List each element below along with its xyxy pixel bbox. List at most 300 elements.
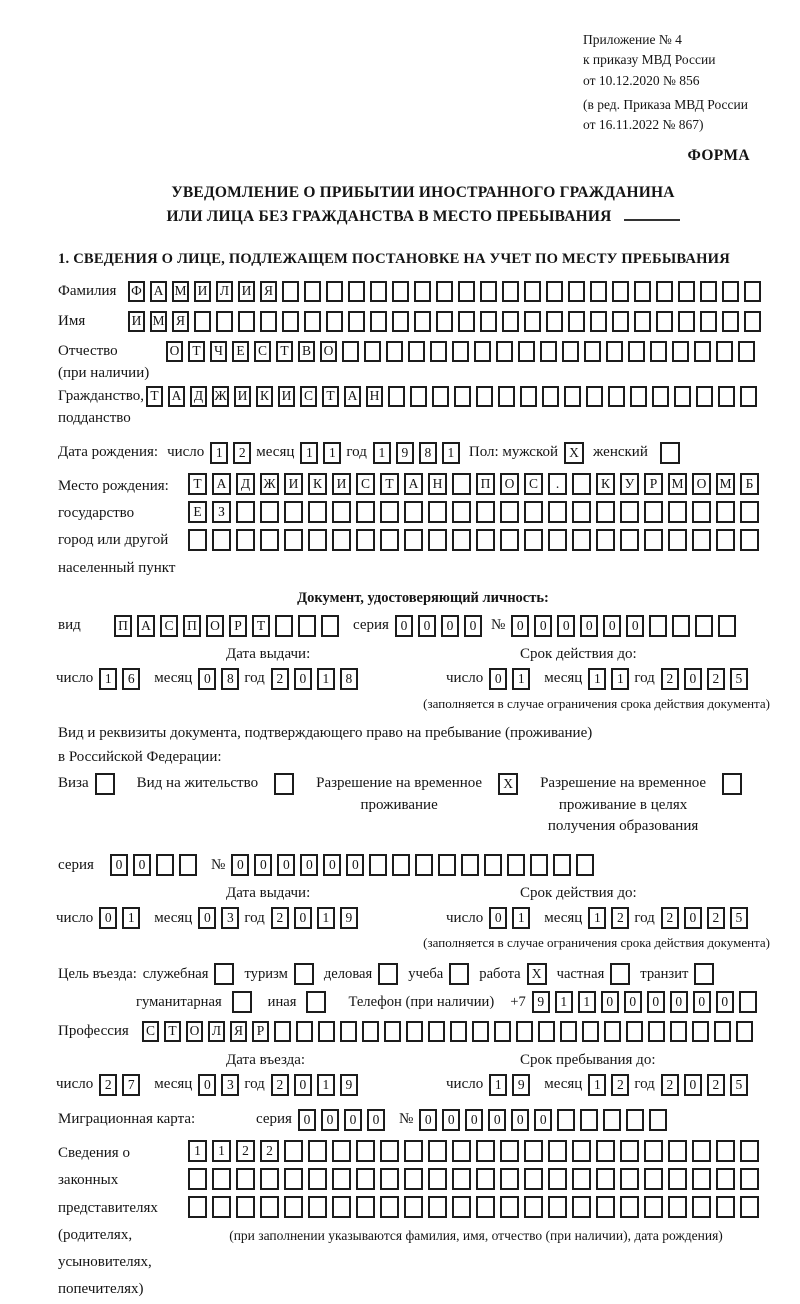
char-cell[interactable] bbox=[524, 529, 543, 551]
char-cell[interactable]: О bbox=[500, 473, 519, 495]
char-cell[interactable]: О bbox=[692, 473, 711, 495]
char-cell[interactable] bbox=[644, 501, 663, 523]
char-cell[interactable] bbox=[260, 501, 279, 523]
char-cell[interactable] bbox=[590, 281, 607, 302]
char-cell[interactable] bbox=[179, 854, 197, 876]
char-cell[interactable] bbox=[404, 1168, 423, 1190]
char-cell[interactable]: 0 bbox=[601, 991, 619, 1013]
char-cell[interactable] bbox=[678, 281, 695, 302]
char-cell[interactable] bbox=[656, 311, 673, 332]
char-cell[interactable]: М bbox=[668, 473, 687, 495]
char-cell[interactable] bbox=[452, 501, 471, 523]
purpose-official-checkbox[interactable] bbox=[214, 963, 234, 985]
char-cell[interactable]: X bbox=[498, 773, 518, 795]
char-cell[interactable] bbox=[678, 311, 695, 332]
char-cell[interactable]: 1 bbox=[210, 442, 228, 464]
char-cell[interactable]: 5 bbox=[730, 668, 748, 690]
char-cell[interactable] bbox=[370, 281, 387, 302]
char-cell[interactable] bbox=[260, 1196, 279, 1218]
char-cell[interactable] bbox=[326, 311, 343, 332]
char-cell[interactable] bbox=[553, 854, 571, 876]
char-cell[interactable] bbox=[432, 386, 449, 407]
purpose-transit-checkbox[interactable] bbox=[694, 963, 714, 985]
char-cell[interactable] bbox=[452, 1196, 471, 1218]
char-cell[interactable]: 0 bbox=[489, 907, 507, 929]
char-cell[interactable] bbox=[700, 311, 717, 332]
purpose-other-checkbox[interactable] bbox=[306, 991, 326, 1013]
char-cell[interactable] bbox=[188, 1196, 207, 1218]
char-cell[interactable]: С bbox=[300, 386, 317, 407]
char-cell[interactable] bbox=[604, 1021, 621, 1042]
char-cell[interactable]: 0 bbox=[557, 615, 575, 637]
char-cell[interactable] bbox=[284, 501, 303, 523]
char-cell[interactable]: 1 bbox=[300, 442, 318, 464]
char-cell[interactable] bbox=[380, 1168, 399, 1190]
char-cell[interactable] bbox=[476, 529, 495, 551]
char-cell[interactable] bbox=[380, 501, 399, 523]
char-cell[interactable] bbox=[612, 311, 629, 332]
char-cell[interactable]: Т bbox=[380, 473, 399, 495]
char-cell[interactable]: 1 bbox=[212, 1140, 231, 1162]
char-cell[interactable] bbox=[450, 1021, 467, 1042]
char-cell[interactable] bbox=[430, 341, 447, 362]
char-cell[interactable]: 0 bbox=[367, 1109, 385, 1131]
char-cell[interactable]: 0 bbox=[418, 615, 436, 637]
char-cell[interactable]: 9 bbox=[532, 991, 550, 1013]
char-cell[interactable]: С bbox=[254, 341, 271, 362]
char-cell[interactable]: А bbox=[137, 615, 155, 637]
char-cell[interactable]: 0 bbox=[344, 1109, 362, 1131]
char-cell[interactable]: 8 bbox=[340, 668, 358, 690]
char-cell[interactable] bbox=[304, 281, 321, 302]
char-cell[interactable]: 0 bbox=[110, 854, 128, 876]
char-cell[interactable]: 9 bbox=[512, 1074, 530, 1096]
char-cell[interactable] bbox=[572, 473, 591, 495]
char-cell[interactable] bbox=[668, 501, 687, 523]
char-cell[interactable]: 0 bbox=[99, 907, 117, 929]
char-cell[interactable] bbox=[454, 386, 471, 407]
char-cell[interactable] bbox=[428, 1196, 447, 1218]
char-cell[interactable]: В bbox=[298, 341, 315, 362]
sex-female-checkbox[interactable] bbox=[660, 442, 680, 464]
char-cell[interactable] bbox=[436, 311, 453, 332]
char-cell[interactable] bbox=[564, 386, 581, 407]
char-cell[interactable] bbox=[548, 501, 567, 523]
char-cell[interactable] bbox=[739, 991, 757, 1013]
char-cell[interactable]: 0 bbox=[465, 1109, 483, 1131]
char-cell[interactable] bbox=[548, 1196, 567, 1218]
char-cell[interactable]: 0 bbox=[684, 668, 702, 690]
char-cell[interactable]: 0 bbox=[298, 1109, 316, 1131]
char-cell[interactable]: К bbox=[256, 386, 273, 407]
char-cell[interactable] bbox=[628, 341, 645, 362]
char-cell[interactable] bbox=[722, 773, 742, 795]
char-cell[interactable]: Т bbox=[276, 341, 293, 362]
char-cell[interactable]: 0 bbox=[670, 991, 688, 1013]
char-cell[interactable] bbox=[520, 386, 537, 407]
char-cell[interactable]: 2 bbox=[707, 1074, 725, 1096]
char-cell[interactable] bbox=[356, 1168, 375, 1190]
char-cell[interactable] bbox=[524, 501, 543, 523]
char-cell[interactable] bbox=[722, 311, 739, 332]
char-cell[interactable] bbox=[692, 529, 711, 551]
purpose-business-checkbox[interactable] bbox=[378, 963, 398, 985]
char-cell[interactable] bbox=[342, 341, 359, 362]
char-cell[interactable] bbox=[612, 281, 629, 302]
char-cell[interactable]: 5 bbox=[730, 1074, 748, 1096]
char-cell[interactable]: 0 bbox=[626, 615, 644, 637]
char-cell[interactable]: 0 bbox=[441, 615, 459, 637]
char-cell[interactable] bbox=[572, 1196, 591, 1218]
char-cell[interactable] bbox=[740, 1196, 759, 1218]
purpose-humanitarian-checkbox[interactable] bbox=[232, 991, 252, 1013]
char-cell[interactable]: О bbox=[320, 341, 337, 362]
char-cell[interactable]: Т bbox=[164, 1021, 181, 1042]
char-cell[interactable] bbox=[308, 529, 327, 551]
char-cell[interactable] bbox=[212, 1196, 231, 1218]
sex-male-checkbox[interactable] bbox=[564, 442, 584, 464]
char-cell[interactable] bbox=[496, 341, 513, 362]
char-cell[interactable]: 9 bbox=[396, 442, 414, 464]
char-cell[interactable] bbox=[740, 1140, 759, 1162]
char-cell[interactable]: 0 bbox=[346, 854, 364, 876]
char-cell[interactable]: К bbox=[308, 473, 327, 495]
char-cell[interactable]: 0 bbox=[647, 991, 665, 1013]
char-cell[interactable] bbox=[568, 311, 585, 332]
char-cell[interactable]: 2 bbox=[271, 668, 289, 690]
char-cell[interactable]: 1 bbox=[578, 991, 596, 1013]
char-cell[interactable]: 2 bbox=[707, 668, 725, 690]
char-cell[interactable] bbox=[672, 341, 689, 362]
char-cell[interactable]: 0 bbox=[489, 668, 507, 690]
char-cell[interactable]: Л bbox=[216, 281, 233, 302]
char-cell[interactable] bbox=[582, 1021, 599, 1042]
char-cell[interactable]: 1 bbox=[442, 442, 460, 464]
char-cell[interactable] bbox=[716, 1196, 735, 1218]
char-cell[interactable]: 2 bbox=[271, 1074, 289, 1096]
char-cell[interactable] bbox=[670, 1021, 687, 1042]
char-cell[interactable]: И bbox=[194, 281, 211, 302]
char-cell[interactable]: Т bbox=[188, 341, 205, 362]
char-cell[interactable]: П bbox=[183, 615, 201, 637]
char-cell[interactable] bbox=[332, 529, 351, 551]
char-cell[interactable]: 0 bbox=[198, 668, 216, 690]
char-cell[interactable] bbox=[458, 281, 475, 302]
char-cell[interactable] bbox=[644, 1168, 663, 1190]
char-cell[interactable]: 0 bbox=[277, 854, 295, 876]
char-cell[interactable] bbox=[738, 341, 755, 362]
char-cell[interactable]: Е bbox=[232, 341, 249, 362]
char-cell[interactable]: 2 bbox=[707, 907, 725, 929]
char-cell[interactable]: 0 bbox=[684, 907, 702, 929]
char-cell[interactable] bbox=[236, 1196, 255, 1218]
char-cell[interactable]: Ч bbox=[210, 341, 227, 362]
char-cell[interactable]: Я bbox=[230, 1021, 247, 1042]
char-cell[interactable]: Р bbox=[252, 1021, 269, 1042]
char-cell[interactable] bbox=[500, 529, 519, 551]
char-cell[interactable] bbox=[386, 341, 403, 362]
char-cell[interactable] bbox=[560, 1021, 577, 1042]
char-cell[interactable] bbox=[348, 281, 365, 302]
char-cell[interactable] bbox=[626, 1021, 643, 1042]
char-cell[interactable] bbox=[644, 1140, 663, 1162]
char-cell[interactable] bbox=[188, 1168, 207, 1190]
char-cell[interactable] bbox=[452, 1168, 471, 1190]
char-cell[interactable] bbox=[644, 529, 663, 551]
char-cell[interactable] bbox=[518, 341, 535, 362]
char-cell[interactable]: М bbox=[172, 281, 189, 302]
char-cell[interactable] bbox=[695, 615, 713, 637]
char-cell[interactable]: Н bbox=[428, 473, 447, 495]
char-cell[interactable] bbox=[596, 1168, 615, 1190]
char-cell[interactable] bbox=[428, 1168, 447, 1190]
char-cell[interactable] bbox=[484, 854, 502, 876]
char-cell[interactable] bbox=[260, 311, 277, 332]
char-cell[interactable] bbox=[364, 341, 381, 362]
char-cell[interactable] bbox=[502, 281, 519, 302]
char-cell[interactable] bbox=[740, 1168, 759, 1190]
char-cell[interactable]: 0 bbox=[716, 991, 734, 1013]
char-cell[interactable] bbox=[546, 281, 563, 302]
char-cell[interactable]: 0 bbox=[442, 1109, 460, 1131]
char-cell[interactable] bbox=[620, 529, 639, 551]
char-cell[interactable]: 1 bbox=[512, 907, 530, 929]
char-cell[interactable] bbox=[438, 854, 456, 876]
char-cell[interactable]: Н bbox=[366, 386, 383, 407]
char-cell[interactable] bbox=[415, 854, 433, 876]
char-cell[interactable] bbox=[718, 386, 735, 407]
char-cell[interactable]: А bbox=[404, 473, 423, 495]
char-cell[interactable] bbox=[644, 1196, 663, 1218]
char-cell[interactable]: 3 bbox=[221, 1074, 239, 1096]
char-cell[interactable]: 8 bbox=[419, 442, 437, 464]
char-cell[interactable] bbox=[392, 281, 409, 302]
char-cell[interactable] bbox=[744, 281, 761, 302]
char-cell[interactable] bbox=[744, 311, 761, 332]
char-cell[interactable] bbox=[692, 501, 711, 523]
char-cell[interactable] bbox=[668, 1140, 687, 1162]
char-cell[interactable] bbox=[668, 529, 687, 551]
char-cell[interactable]: 0 bbox=[294, 668, 312, 690]
char-cell[interactable] bbox=[236, 1168, 255, 1190]
char-cell[interactable]: 0 bbox=[198, 907, 216, 929]
char-cell[interactable]: Я bbox=[260, 281, 277, 302]
char-cell[interactable] bbox=[472, 1021, 489, 1042]
char-cell[interactable] bbox=[524, 1196, 543, 1218]
char-cell[interactable]: А bbox=[344, 386, 361, 407]
char-cell[interactable] bbox=[540, 341, 557, 362]
char-cell[interactable] bbox=[516, 1021, 533, 1042]
char-cell[interactable] bbox=[596, 529, 615, 551]
char-cell[interactable] bbox=[298, 615, 316, 637]
visa-checkbox[interactable] bbox=[95, 773, 115, 795]
char-cell[interactable]: 2 bbox=[271, 907, 289, 929]
char-cell[interactable] bbox=[284, 1196, 303, 1218]
char-cell[interactable]: 2 bbox=[611, 907, 629, 929]
char-cell[interactable] bbox=[572, 501, 591, 523]
char-cell[interactable] bbox=[500, 1140, 519, 1162]
char-cell[interactable]: Д bbox=[236, 473, 255, 495]
char-cell[interactable]: 2 bbox=[260, 1140, 279, 1162]
char-cell[interactable]: Р bbox=[229, 615, 247, 637]
char-cell[interactable]: 0 bbox=[684, 1074, 702, 1096]
char-cell[interactable]: 0 bbox=[231, 854, 249, 876]
char-cell[interactable] bbox=[369, 854, 387, 876]
char-cell[interactable] bbox=[216, 311, 233, 332]
char-cell[interactable] bbox=[620, 1140, 639, 1162]
char-cell[interactable]: К bbox=[596, 473, 615, 495]
char-cell[interactable]: 1 bbox=[512, 668, 530, 690]
char-cell[interactable]: 2 bbox=[233, 442, 251, 464]
char-cell[interactable]: 0 bbox=[624, 991, 642, 1013]
char-cell[interactable] bbox=[452, 529, 471, 551]
char-cell[interactable] bbox=[476, 1168, 495, 1190]
char-cell[interactable] bbox=[694, 341, 711, 362]
char-cell[interactable]: 2 bbox=[99, 1074, 117, 1096]
char-cell[interactable] bbox=[308, 1168, 327, 1190]
char-cell[interactable] bbox=[557, 1109, 575, 1131]
char-cell[interactable]: О bbox=[166, 341, 183, 362]
char-cell[interactable] bbox=[380, 1196, 399, 1218]
char-cell[interactable] bbox=[476, 386, 493, 407]
char-cell[interactable]: У bbox=[620, 473, 639, 495]
char-cell[interactable]: 1 bbox=[611, 668, 629, 690]
char-cell[interactable] bbox=[596, 501, 615, 523]
char-cell[interactable]: 1 bbox=[99, 668, 117, 690]
residence-permit-checkbox[interactable] bbox=[274, 773, 294, 795]
char-cell[interactable] bbox=[232, 991, 252, 1013]
char-cell[interactable]: Ж bbox=[260, 473, 279, 495]
char-cell[interactable]: 0 bbox=[488, 1109, 506, 1131]
char-cell[interactable] bbox=[668, 1196, 687, 1218]
char-cell[interactable] bbox=[474, 341, 491, 362]
char-cell[interactable]: 1 bbox=[317, 668, 335, 690]
char-cell[interactable]: 0 bbox=[693, 991, 711, 1013]
char-cell[interactable] bbox=[480, 281, 497, 302]
purpose-tourism-checkbox[interactable] bbox=[294, 963, 314, 985]
char-cell[interactable] bbox=[546, 311, 563, 332]
char-cell[interactable] bbox=[620, 1196, 639, 1218]
purpose-study-checkbox[interactable] bbox=[449, 963, 469, 985]
char-cell[interactable] bbox=[716, 1140, 735, 1162]
char-cell[interactable] bbox=[692, 1021, 709, 1042]
char-cell[interactable]: 0 bbox=[198, 1074, 216, 1096]
char-cell[interactable] bbox=[452, 341, 469, 362]
char-cell[interactable] bbox=[572, 1140, 591, 1162]
char-cell[interactable] bbox=[308, 501, 327, 523]
char-cell[interactable] bbox=[449, 963, 469, 985]
char-cell[interactable] bbox=[692, 1168, 711, 1190]
char-cell[interactable] bbox=[436, 281, 453, 302]
char-cell[interactable] bbox=[714, 1021, 731, 1042]
char-cell[interactable] bbox=[378, 963, 398, 985]
char-cell[interactable]: Т bbox=[188, 473, 207, 495]
char-cell[interactable]: 2 bbox=[611, 1074, 629, 1096]
char-cell[interactable] bbox=[596, 1196, 615, 1218]
char-cell[interactable]: 2 bbox=[236, 1140, 255, 1162]
char-cell[interactable] bbox=[388, 386, 405, 407]
char-cell[interactable]: О bbox=[186, 1021, 203, 1042]
char-cell[interactable] bbox=[548, 1140, 567, 1162]
char-cell[interactable]: С bbox=[356, 473, 375, 495]
char-cell[interactable] bbox=[356, 501, 375, 523]
char-cell[interactable]: Ж bbox=[212, 386, 229, 407]
char-cell[interactable]: 2 bbox=[661, 668, 679, 690]
char-cell[interactable] bbox=[576, 854, 594, 876]
char-cell[interactable] bbox=[212, 529, 231, 551]
char-cell[interactable]: 0 bbox=[254, 854, 272, 876]
char-cell[interactable] bbox=[476, 1140, 495, 1162]
char-cell[interactable] bbox=[294, 963, 314, 985]
char-cell[interactable]: 1 bbox=[555, 991, 573, 1013]
char-cell[interactable]: 9 bbox=[340, 907, 358, 929]
char-cell[interactable] bbox=[332, 1168, 351, 1190]
char-cell[interactable] bbox=[610, 963, 630, 985]
char-cell[interactable] bbox=[630, 386, 647, 407]
char-cell[interactable] bbox=[284, 1168, 303, 1190]
char-cell[interactable] bbox=[461, 854, 479, 876]
char-cell[interactable] bbox=[634, 311, 651, 332]
char-cell[interactable]: 0 bbox=[395, 615, 413, 637]
char-cell[interactable] bbox=[502, 311, 519, 332]
char-cell[interactable] bbox=[538, 1021, 555, 1042]
char-cell[interactable] bbox=[95, 773, 115, 795]
char-cell[interactable]: . bbox=[548, 473, 567, 495]
char-cell[interactable] bbox=[282, 311, 299, 332]
char-cell[interactable]: Т bbox=[322, 386, 339, 407]
purpose-private-checkbox[interactable] bbox=[610, 963, 630, 985]
char-cell[interactable] bbox=[672, 615, 690, 637]
char-cell[interactable]: 1 bbox=[588, 668, 606, 690]
char-cell[interactable] bbox=[260, 529, 279, 551]
char-cell[interactable] bbox=[332, 501, 351, 523]
char-cell[interactable]: 1 bbox=[588, 1074, 606, 1096]
char-cell[interactable]: 1 bbox=[188, 1140, 207, 1162]
char-cell[interactable]: С bbox=[160, 615, 178, 637]
char-cell[interactable] bbox=[694, 963, 714, 985]
char-cell[interactable] bbox=[321, 615, 339, 637]
char-cell[interactable] bbox=[356, 1140, 375, 1162]
char-cell[interactable] bbox=[498, 386, 515, 407]
char-cell[interactable]: 1 bbox=[323, 442, 341, 464]
char-cell[interactable] bbox=[392, 854, 410, 876]
char-cell[interactable]: О bbox=[206, 615, 224, 637]
char-cell[interactable] bbox=[384, 1021, 401, 1042]
char-cell[interactable] bbox=[340, 1021, 357, 1042]
char-cell[interactable] bbox=[476, 1196, 495, 1218]
char-cell[interactable]: 2 bbox=[661, 1074, 679, 1096]
char-cell[interactable] bbox=[404, 1140, 423, 1162]
char-cell[interactable] bbox=[284, 1140, 303, 1162]
char-cell[interactable]: З bbox=[212, 501, 231, 523]
char-cell[interactable]: С bbox=[524, 473, 543, 495]
char-cell[interactable]: 1 bbox=[588, 907, 606, 929]
char-cell[interactable] bbox=[194, 311, 211, 332]
char-cell[interactable] bbox=[410, 386, 427, 407]
char-cell[interactable] bbox=[656, 281, 673, 302]
char-cell[interactable]: А bbox=[212, 473, 231, 495]
char-cell[interactable]: И bbox=[238, 281, 255, 302]
char-cell[interactable]: 0 bbox=[603, 615, 621, 637]
char-cell[interactable] bbox=[304, 311, 321, 332]
rvpo-checkbox[interactable] bbox=[722, 773, 742, 795]
char-cell[interactable]: X bbox=[527, 963, 547, 985]
char-cell[interactable] bbox=[590, 311, 607, 332]
char-cell[interactable] bbox=[404, 1196, 423, 1218]
char-cell[interactable] bbox=[428, 529, 447, 551]
char-cell[interactable]: 0 bbox=[294, 1074, 312, 1096]
char-cell[interactable] bbox=[306, 991, 326, 1013]
